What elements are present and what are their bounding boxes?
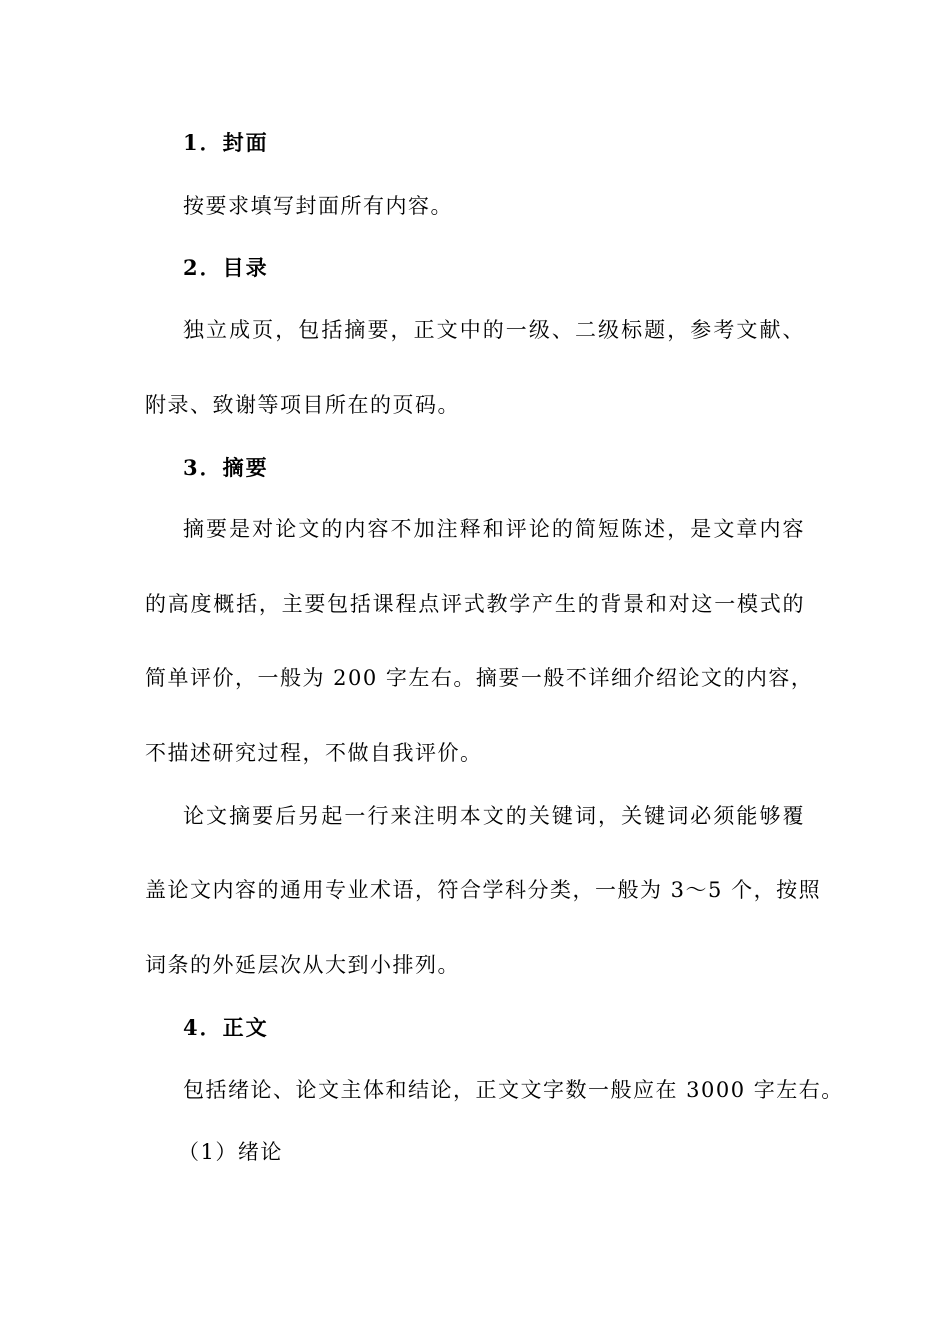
paragraph-line: 按要求填写封面所有内容。 bbox=[183, 194, 453, 218]
paragraph-line: 简单评价，一般为 200 字左右。摘要一般不详细介绍论文的内容， bbox=[145, 666, 814, 690]
paragraph-line: 不描述研究过程，不做自我评价。 bbox=[145, 741, 483, 765]
paragraph-line: 的高度概括，主要包括课程点评式教学产生的背景和对这一模式的 bbox=[145, 592, 805, 616]
paragraph-line: 摘要是对论文的内容不加注释和评论的简短陈述，是文章内容 bbox=[183, 517, 805, 541]
section-heading-abstract: 3．摘要 bbox=[183, 455, 269, 480]
paragraph-line: 盖论文内容的通用专业术语，符合学科分类，一般为 3～5 个，按照 bbox=[145, 878, 822, 902]
subheading-introduction: （1）绪论 bbox=[178, 1140, 283, 1164]
section-heading-cover: 1．封面 bbox=[183, 130, 269, 155]
section-heading-body: 4．正文 bbox=[183, 1015, 269, 1040]
paragraph-line: 独立成页，包括摘要，正文中的一级、二级标题，参考文献、 bbox=[183, 318, 805, 342]
paragraph-line: 词条的外延层次从大到小排列。 bbox=[145, 953, 460, 977]
paragraph-line: 包括绪论、论文主体和结论，正文文字数一般应在 3000 字左右。 bbox=[183, 1078, 844, 1102]
paragraph-line: 附录、致谢等项目所在的页码。 bbox=[145, 393, 460, 417]
paragraph-line: 论文摘要后另起一行来注明本文的关键词，关键词必须能够覆 bbox=[183, 804, 805, 828]
section-heading-toc: 2．目录 bbox=[183, 255, 269, 280]
